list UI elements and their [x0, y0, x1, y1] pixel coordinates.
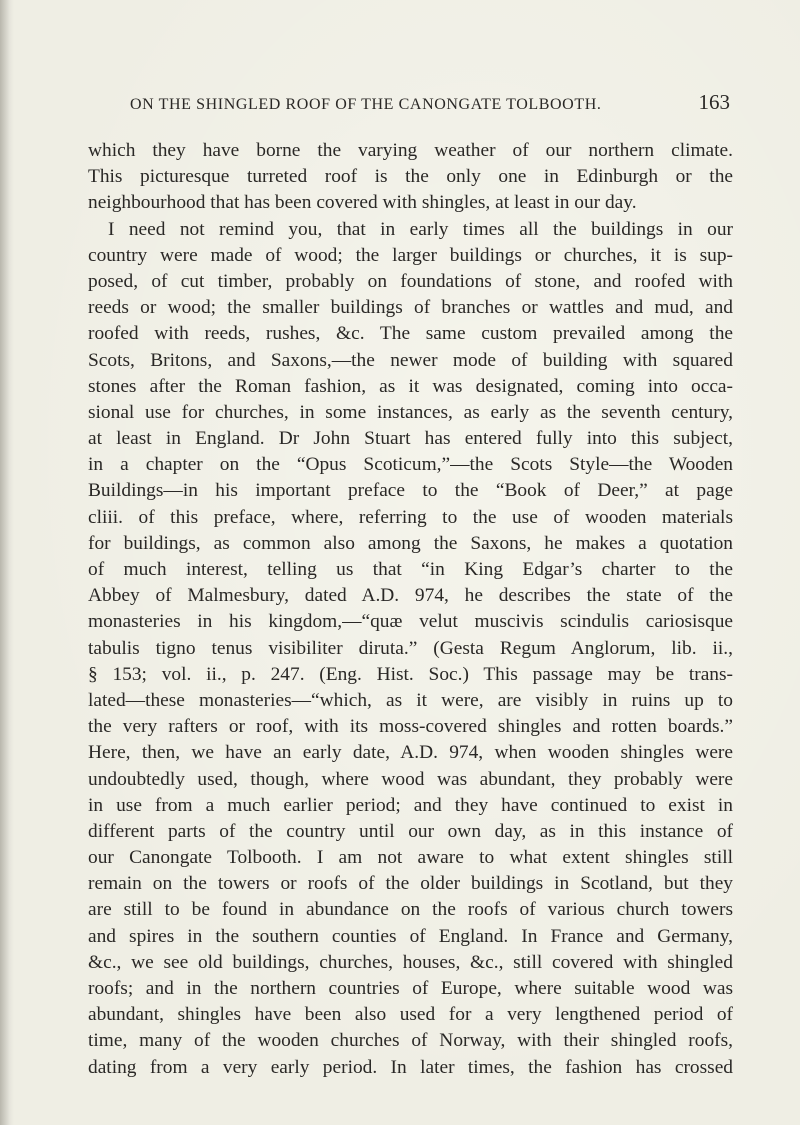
text-line: Scots, Britons, and Saxons,—the newer mode of building with squared	[88, 349, 733, 371]
text-line: abundant, shingles have been also used for a very lengthened period of	[88, 1004, 733, 1026]
text-line: stones after the Roman fashion, as it was designated, coming into occa-	[88, 375, 733, 397]
text-line: of much interest, telling us that “in King Edgar’s charter to the	[88, 559, 733, 580]
text-line: tabulis tigno tenus visibiliter diruta.” (Gesta Regum Anglorum, lib. ii.,	[88, 637, 733, 659]
text-line: Here, then, we have an early date, A.D. 974, when wooden shingles were	[88, 742, 733, 764]
page-binding-shadow	[0, 0, 14, 1125]
text-line: monasteries in his kingdom,—“quæ velut muscivis scindulis cariosisque	[88, 611, 733, 633]
text-line: cliii. of this preface, where, referring to the use of wooden materials	[88, 506, 733, 528]
text-line: undoubtedly used, though, where wood was abundant, they probably were	[88, 768, 733, 790]
text-line: sional use for churches, in some instances, as early as the seventh century,	[88, 401, 733, 423]
text-line: at least in England. Dr John Stuart has entered fully into this subject,	[88, 428, 733, 450]
text-line: in use from a much earlier period; and they have continued to exist in	[88, 794, 733, 816]
text-line: This picturesque turreted roof is the only one in Edinburgh or the	[88, 166, 733, 188]
text-line: I need not remind you, that in early times all the buildings in our	[108, 218, 733, 240]
body-text	[88, 138, 733, 1081]
text-line: Abbey of Malmesbury, dated A.D. 974, he describes the state of the	[88, 585, 733, 607]
text-line: roofed with reeds, rushes, &c. The same custom prevailed among the	[88, 323, 733, 345]
running-title: ON THE SHINGLED ROOF OF THE CANONGATE TOLBOOTH.	[130, 96, 602, 113]
text-line: Buildings—in his important preface to the “Book of Deer,” at page	[88, 480, 733, 502]
text-line: remain on the towers or roofs of the older buildings in Scotland, but they	[88, 873, 733, 895]
text-line: lated—these monasteries—“which, as it were, are visibly in ruins up to	[88, 689, 733, 711]
text-line: time, many of the wooden churches of Norway, with their shingled roofs,	[88, 1030, 733, 1052]
text-line: which they have borne the varying weather of our northern climate.	[88, 140, 733, 161]
text-line: country were made of wood; the larger buildings or churches, it is sup-	[88, 244, 733, 266]
text-line: the very rafters or roof, with its moss-covered shingles and rotten boards.”	[88, 716, 733, 738]
text-line: and spires in the southern counties of England. In France and Germany,	[88, 925, 733, 947]
text-line: reeds or wood; the smaller buildings of branches or wattles and mud, and	[88, 297, 733, 319]
text-line: in a chapter on the “Opus Scoticum,”—the Scots Style—the Wooden	[88, 454, 733, 476]
text-line: different parts of the country until our own day, as in this instance of	[88, 820, 733, 842]
text-line: § 153; vol. ii., p. 247. (Eng. Hist. Soc.) This passage may be trans-	[88, 663, 733, 685]
text-line: are still to be found in abundance on the roofs of various church towers	[88, 899, 733, 921]
text-line: for buildings, as common also among the Saxons, he makes a quotation	[88, 532, 733, 554]
text-line: posed, of cut timber, probably on foundations of stone, and roofed with	[88, 270, 733, 292]
running-head	[130, 88, 730, 118]
text-line: roofs; and in the northern countries of Europe, where suitable wood was	[88, 978, 733, 999]
text-line: &c., we see old buildings, churches, houses, &c., still covered with shingled	[88, 951, 733, 973]
text-line: dating from a very early period. In later times, the fashion has crossed	[88, 1056, 733, 1078]
text-line: our Canongate Tolbooth. I am not aware to what extent shingles still	[88, 847, 733, 869]
page-number: 163	[698, 90, 730, 114]
text-line: neighbourhood that has been covered with shingles, at least in our day.	[88, 192, 637, 214]
